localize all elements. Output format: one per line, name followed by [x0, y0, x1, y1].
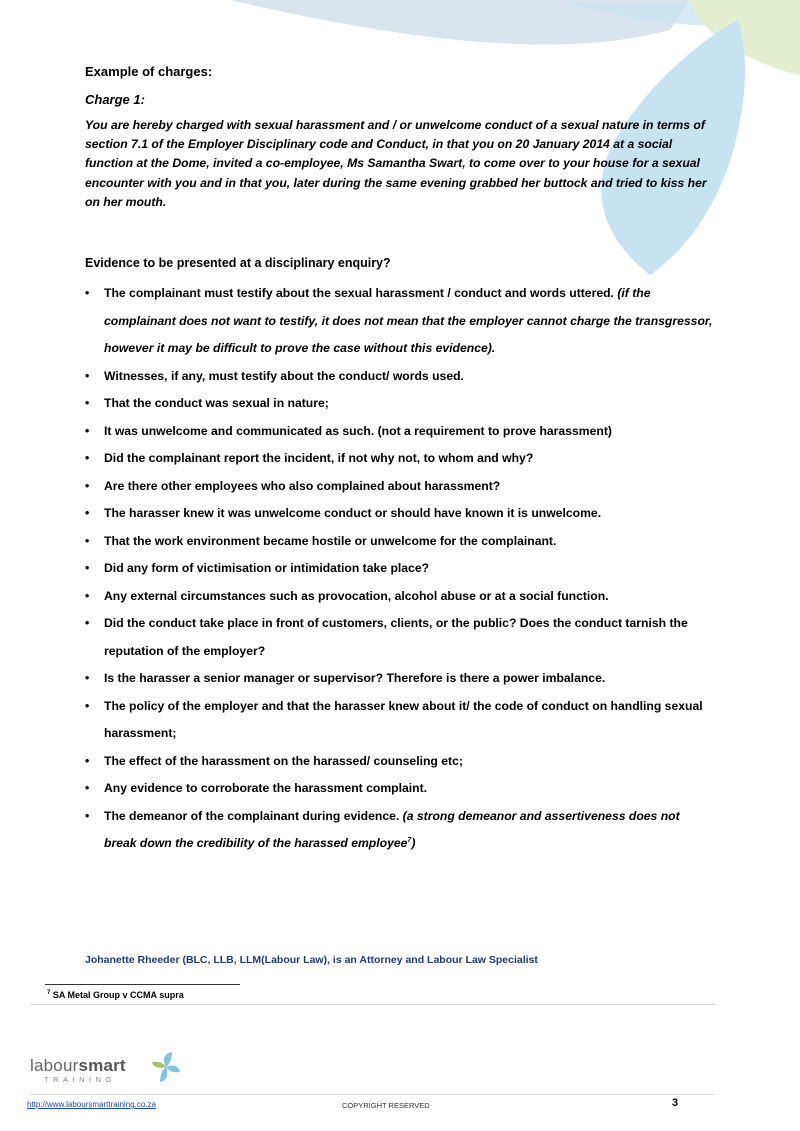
- charge-title: Charge 1:: [85, 92, 145, 107]
- list-item: • Any evidence to corroborate the harassment complaint.: [85, 775, 715, 803]
- bullet-icon: •: [85, 533, 90, 548]
- bullet-icon: •: [85, 671, 90, 686]
- footnote-divider: [45, 984, 240, 985]
- footnote: $^7$ SA Metal Group v CCMA supra: [47, 990, 184, 1000]
- bullet-icon: •: [85, 286, 90, 301]
- list-item: • The harasser knew it was unwelcome conduct or should have known it is unwelcome.: [85, 500, 715, 528]
- list-item: • Are there other employees who also complained about harassment?: [85, 473, 715, 501]
- bullet-icon: •: [85, 478, 90, 493]
- author-credit: Johanette Rheeder (BLC, LLB, LLM(Labour Law), is an Attorney and Labour Law Specialist: [85, 954, 538, 966]
- list-item: • Witnesses, if any, must testify about the conduct/ words used.: [85, 363, 715, 391]
- bullet-icon: •: [85, 451, 90, 466]
- list-item: • Did the conduct take place in front of customers, clients, or the public? Does the conduct tarnish the reputation of the employer?: [85, 610, 715, 665]
- bullet-icon: •: [85, 698, 90, 713]
- page-number: 3: [672, 1097, 679, 1109]
- bullet-icon: •: [85, 506, 90, 521]
- list-item: • That the work environment became hostile or unwelcome for the complainant.: [85, 528, 715, 556]
- list-item: • The demeanor of the complainant during evidence. (a strong demeanor and assertiveness does not break down the credibility of the harassed employee$^7$): [85, 803, 715, 858]
- logo-wordmark: laboursmart: [30, 1056, 126, 1075]
- bullet-icon: •: [85, 616, 90, 631]
- bullet-icon: •: [85, 396, 90, 411]
- list-item: • The policy of the employer and that the harasser knew about it/ the code of conduct on handling sexual harassment;: [85, 693, 715, 748]
- list-item: • That the conduct was sexual in nature;: [85, 390, 715, 418]
- bullet-icon: •: [85, 808, 90, 823]
- bullet-icon: •: [85, 781, 90, 796]
- bullet-icon: •: [85, 561, 90, 576]
- list-item: • It was unwelcome and communicated as such. (not a requirement to prove harassment): [85, 418, 715, 446]
- copyright-notice: COPYRIGHT RESERVED: [342, 1101, 430, 1110]
- charge-text: You are hereby charged with sexual harassment and / or unwelcome conduct of a sexual nature in terms of section 7.1 of the Employer Disciplinary code and Conduct, in that you on 20 January 2014 at a social function at the Dome, invited a co-employee, Ms Samantha Swart, to come over to your house for a sexual encounter with you and in that you, later during the same evening grabbed her buttock and tried to kiss her on her mouth.: [85, 118, 707, 209]
- pinwheel-icon: [150, 1050, 182, 1084]
- evidence-heading: Evidence to be presented at a disciplinary enquiry?: [85, 256, 391, 271]
- footer-bottom-divider: [30, 1094, 715, 1095]
- list-item: • The effect of the harassment on the harassed/ counseling etc;: [85, 748, 715, 776]
- list-item: • The complainant must testify about the sexual harassment / conduct and words uttered. (if the complainant does not want to testify, it does not mean that the employer cannot charge the transgressor, however it may be difficult to prove the case without this evidence).: [85, 280, 715, 363]
- document-body: [85, 64, 715, 858]
- bullet-icon: •: [85, 423, 90, 438]
- footer-divider: [30, 1004, 715, 1005]
- footnote-marker[interactable]: 7: [407, 836, 412, 844]
- list-item: • Any external circumstances such as provocation, alcohol abuse or at a social function.: [85, 583, 715, 611]
- list-item: • Did the complainant report the incident, if not why not, to whom and why?: [85, 445, 715, 473]
- logo-tagline: TRAINING: [44, 1075, 116, 1084]
- bullet-icon: •: [85, 368, 90, 383]
- laboursmart-logo: [30, 1050, 180, 1090]
- website-link[interactable]: http://www.laboursmarttraining.co.za: [27, 1100, 156, 1109]
- section-heading: Example of charges:: [85, 64, 213, 79]
- bullet-icon: •: [85, 588, 90, 603]
- bullet-icon: •: [85, 753, 90, 768]
- list-item: • Is the harasser a senior manager or supervisor? Therefore is there a power imbalance.: [85, 665, 715, 693]
- evidence-list: [85, 280, 715, 858]
- list-item: • Did any form of victimisation or intimidation take place?: [85, 555, 715, 583]
